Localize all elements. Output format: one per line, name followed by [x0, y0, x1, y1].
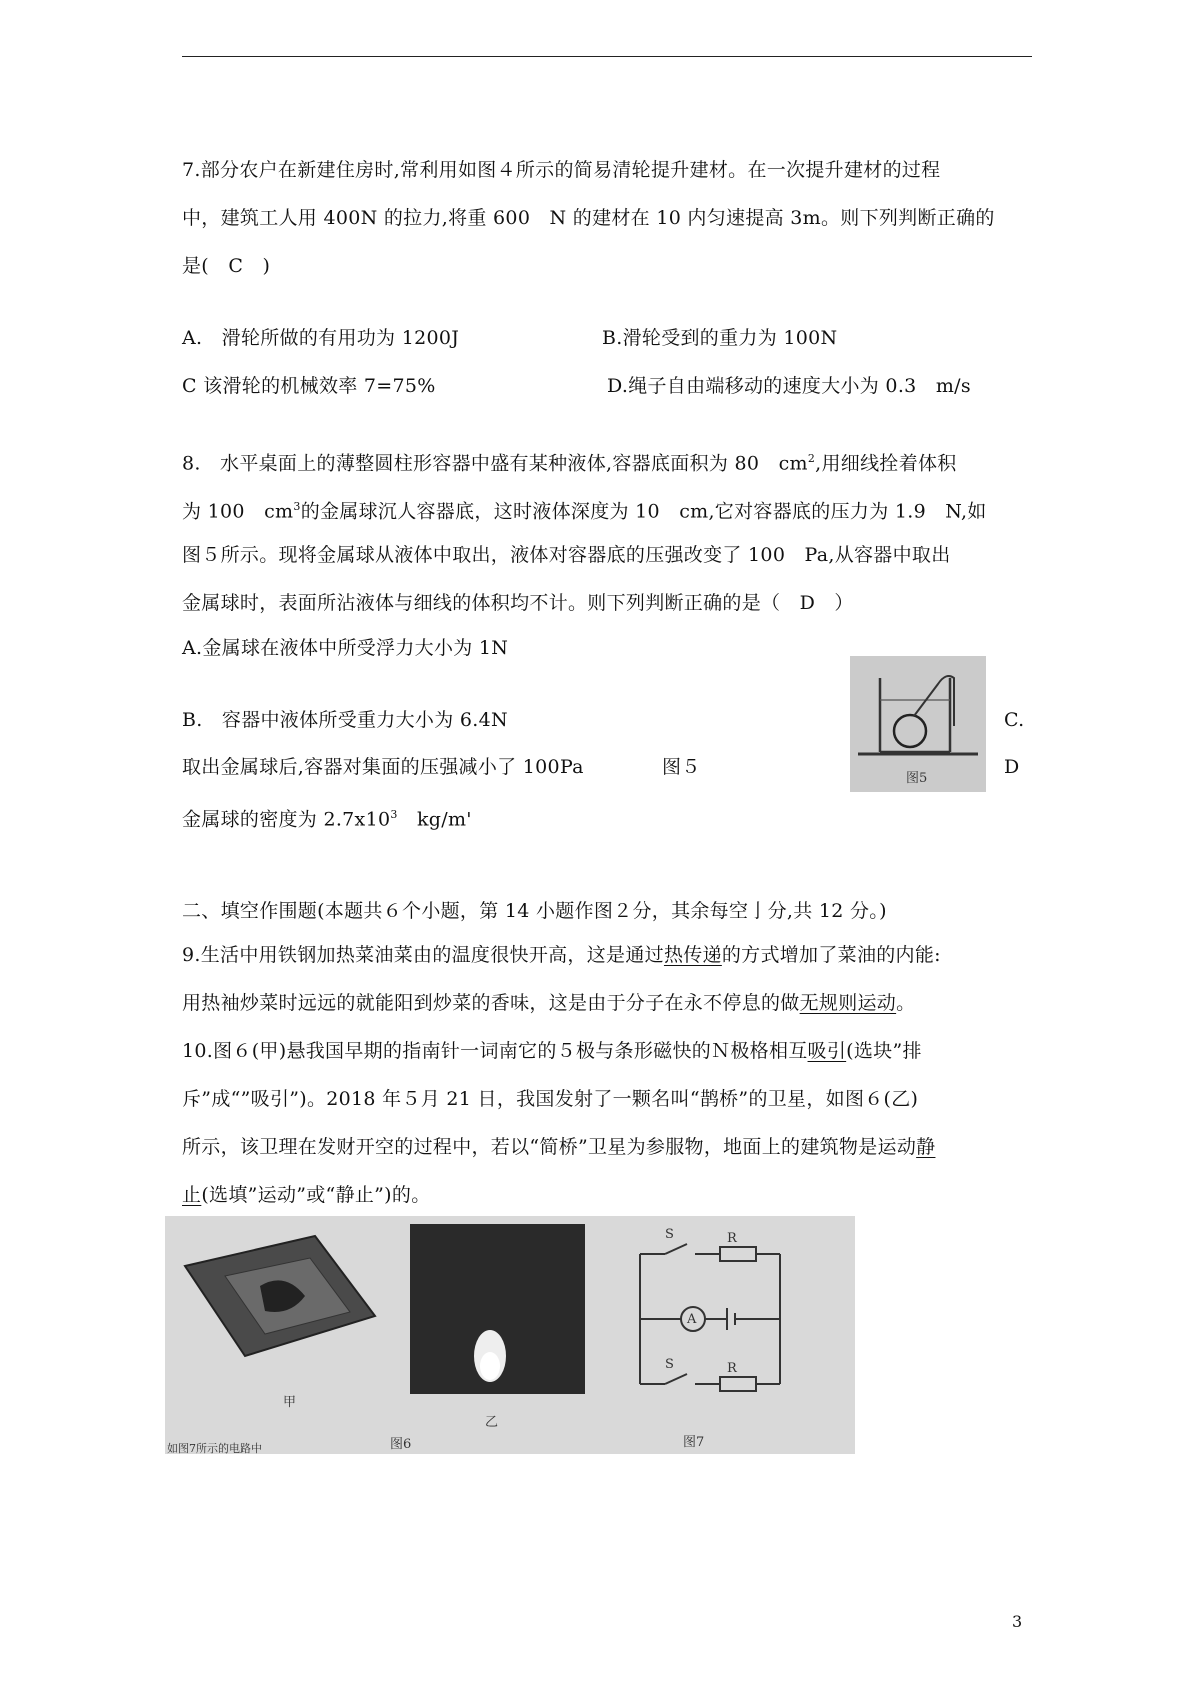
q10-line-1 [182, 1036, 922, 1066]
q10-answer-2b: 止 [182, 1184, 202, 1206]
q10-line-2: 斥”成“”吸引”)。2018 年５月 21 日，我国发射了一颗名叫“鹊桥”的卫星，如图６(乙) [182, 1088, 919, 1110]
q10-answer-1: 吸引 [807, 1040, 847, 1062]
figure-6-caption: 图6 [390, 1437, 412, 1452]
q8-option-d-unit: kg/m' [397, 808, 472, 831]
figure-5-drawing [850, 656, 986, 792]
figure-5-photo [850, 656, 986, 792]
q10-line-3-text: 所示，该卫理在发财开空的过程中，若以“简桥”卫星为参服物，地面上的建筑物是运动 [182, 1136, 917, 1158]
q8-option-b: B. 容器中液体所受重力大小为 6.4N [182, 709, 508, 731]
figures-6-7-drawing [165, 1216, 855, 1454]
q8-line-1-text: 8. 水平桌面上的薄整圆柱形容器中盛有某种液体,容器底面积为 80 cm [182, 452, 808, 475]
q10-line-1-text: 10.图６(甲)悬我国早期的指南针一词南它的５极与条形磁快的Ｎ极格相互 [182, 1040, 808, 1062]
figure-5-caption: 图5 [906, 771, 928, 786]
q10-line-4 [182, 1180, 431, 1210]
q8-line-3: 图５所示。现将金属球从液体中取出，液体对容器底的压强改变了 100 Pa,从容器中取出 [182, 544, 951, 566]
figure-7-r1-label: R [727, 1361, 737, 1376]
q7-line-1: 7.部分农户在新建住房时,常利用如图４所示的简易清轮提升建材。在一次提升建材的过程 [182, 159, 941, 181]
q8-line-1-tail: ,用细线拴着体积 [815, 452, 957, 475]
q8-line-4: 金属球时，表面所沾液体与细线的体积均不计。则下列判断正确的是（ D ） [182, 592, 854, 614]
q7-option-b: B.滑轮受到的重力为 100N [602, 327, 838, 349]
q7-option-c: C 该滑轮的机械效率 7=75% [182, 375, 436, 397]
q8-option-d-sup: 3 [390, 808, 398, 821]
figures-6-7-photo [165, 1216, 855, 1454]
figure-6-yi-label: 乙 [485, 1415, 499, 1430]
q8-figure-label: 图５ [662, 756, 701, 778]
q9-answer-2: 无规则运动 [799, 992, 897, 1014]
figure-7-s2-label: S [665, 1227, 674, 1242]
q8-line-2-sup: 3 [293, 500, 301, 513]
q9-line-1-tail: 的方式增加了菜油的内能: [721, 944, 941, 966]
q9-line-2-text: 用热袖炒菜时远远的就能阳到炒菜的香味，这是由于分子在永不停息的做 [182, 992, 800, 1014]
q7-option-a: A. 滑轮所做的有用功为 1200J [182, 327, 460, 349]
q8-option-d-text: 金属球的密度为 2.7x10 [182, 808, 391, 831]
figure-7-r2-label: R [727, 1231, 737, 1246]
q8-line-1-sup: 2 [807, 452, 816, 465]
figure-7-ammeter-label: A [687, 1312, 697, 1327]
figure-7-caption: 图7 [683, 1435, 705, 1450]
q8-line-1 [182, 444, 957, 478]
q9-line-1 [182, 940, 941, 970]
q8-option-d [182, 800, 472, 834]
q8-line-2-tail: 的金属球沉人容器底，这时液体深度为 10 cm,它对容器底的压力为 1.9 N,如 [300, 500, 987, 523]
q7-line-3: 是( C ) [182, 255, 271, 277]
page-number: 3 [1012, 1612, 1023, 1631]
q8-option-d-mark: D [1004, 756, 1020, 778]
q9-line-1-text: 9.生活中用铁钢加热菜油菜由的温度很快开高，这是通过 [182, 944, 664, 966]
q8-option-c: 取出金属球后,容器对集面的压强减小了 100Pa [182, 756, 584, 778]
q7-line-2: 中，建筑工人用 400N 的拉力,将重 600 N 的建材在 10 内匀速提高 3m。则下列判断正确的 [182, 207, 995, 229]
q8-option-c-mark: C. [1004, 709, 1025, 731]
q8-line-2 [182, 492, 987, 526]
q9-answer-1: 热传递 [663, 944, 722, 966]
figure-6-jia-label: 甲 [283, 1395, 297, 1410]
q8-option-a: A.金属球在液体中所受浮力大小为 1N [182, 637, 509, 659]
q8-line-2-text: 为 100 cm [182, 500, 294, 523]
figure-7-s1-label: S [665, 1357, 674, 1372]
q9-line-2 [182, 988, 915, 1018]
q10-line-4-tail: (选填”运动”或“静止”)的。 [201, 1184, 431, 1206]
q10-answer-2a: 静 [916, 1136, 936, 1158]
header-rule [182, 56, 1032, 57]
q7-option-d: D.绳子自由端移动的速度大小为 0.3 m/s [607, 375, 971, 397]
figure-bottom-cut-text: 如图7所示的电路中 [167, 1442, 262, 1454]
q9-line-2-tail: 。 [896, 992, 916, 1014]
q10-line-1-tail: (选块”排 [846, 1040, 922, 1062]
section-2-title: 二、填空作围题(本题共６个小题，第 14 小题作图２分，其余每空亅分,共 12 分。) [182, 900, 887, 922]
q10-line-3 [182, 1132, 935, 1162]
